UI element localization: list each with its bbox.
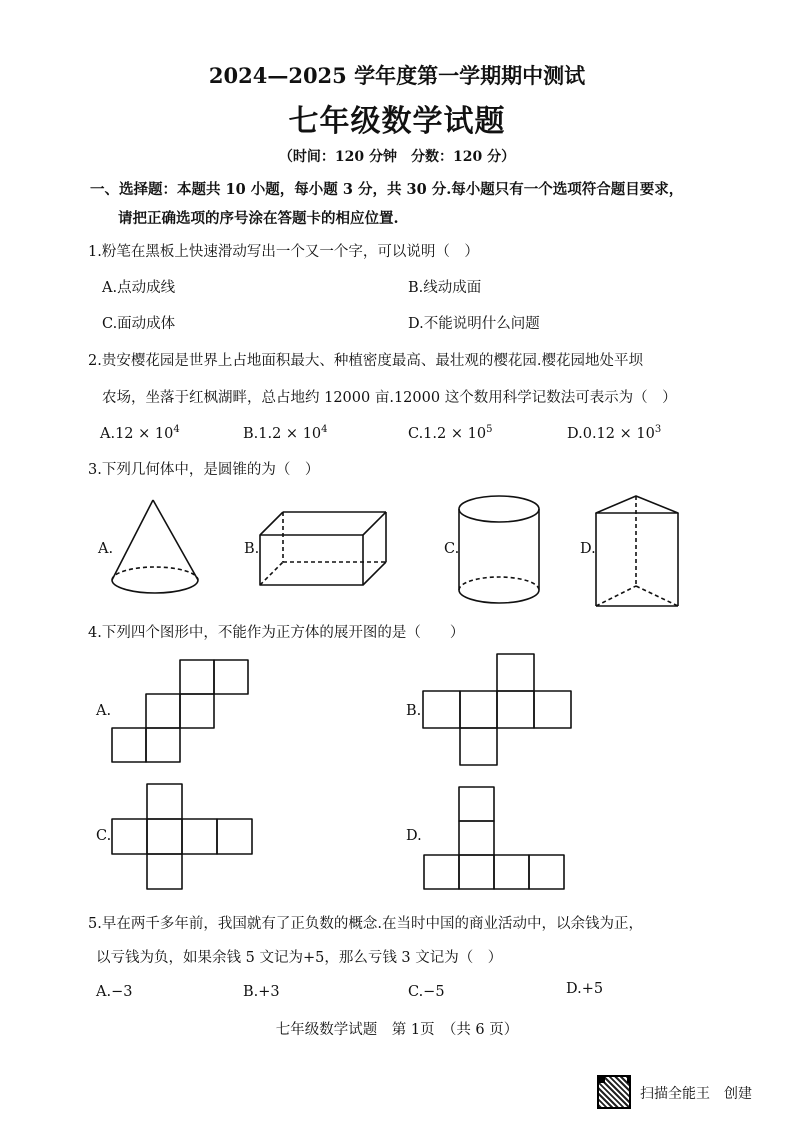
prism-figure — [596, 496, 678, 606]
q4-label-a: A. — [96, 703, 112, 719]
q3-stem: 3.下列几何体中，是圆锥的为（ ） — [88, 462, 320, 478]
q1-option-c: C.面动成体 — [102, 316, 176, 332]
net-c-figure — [112, 784, 252, 889]
q2-option-d: $D.0.12 \times 10^3$ — [567, 424, 662, 442]
q3-label-a: A. — [98, 541, 114, 557]
q3-label-d: D. — [580, 541, 596, 557]
cone-figure — [112, 500, 198, 593]
q3-label-b: B. — [244, 541, 260, 557]
q3-label-c: C. — [444, 541, 460, 557]
q4-label-d: D. — [406, 828, 422, 844]
q4-stem: 4.下列四个图形中，不能作为正方体的展开图的是（ ） — [88, 625, 465, 641]
section1-instruction-line1: 一、选择题：本题共 10 小题，每小题 3 分，共 30 分.每小题只有一个选项符合题目要求， — [90, 181, 684, 198]
section1-instruction-line2: 请把正确选项的序号涂在答题卡的相应位置. — [118, 210, 399, 227]
subject-title: 七年级数学试题 — [288, 104, 506, 139]
exam-meta: （时间：120 分钟 分数：120 分） — [278, 149, 516, 165]
q4-label-c: C. — [96, 828, 112, 844]
q1-stem: 1.粉笔在黑板上快速滑动写出一个又一个字，可以说明（ ） — [88, 244, 479, 260]
q5-option-c: C.−5 — [408, 984, 445, 1000]
q4-label-b: B. — [406, 703, 422, 719]
q2-stem-line2: 农场，坐落于红枫湖畔，总占地约 12000 亩.12000 这个数用科学记数法可表示为（ ） — [102, 390, 677, 406]
exam-title: 2024—2025 学年度第一学期期中测试 — [208, 63, 586, 88]
page-footer: 七年级数学试题 第 1页 （共 6 页） — [275, 1022, 519, 1038]
cylinder-figure — [459, 496, 539, 603]
q5-option-a: A.−3 — [96, 984, 133, 1000]
q1-option-a: A.点动成线 — [102, 280, 176, 296]
q2-option-c: $C.1.2 \times 10^5$ — [408, 424, 493, 442]
q5-stem-line1: 5.早在两千多年前，我国就有了正负数的概念.在当时中国的商业活动中，以余钱为正， — [88, 916, 643, 932]
net-a-figure — [112, 660, 248, 762]
cuboid-figure — [260, 512, 386, 585]
q1-option-d: D.不能说明什么问题 — [408, 316, 540, 332]
q2-stem-line1: 2.贵安樱花园是世界上占地面积最大、种植密度最高、最壮观的樱花园.樱花园地处平坝 — [88, 353, 643, 369]
q2-option-b: $B.1.2 \times 10^4$ — [243, 424, 328, 442]
q2-option-a: $A.12 \times 10^4$ — [100, 424, 180, 442]
net-d-figure — [424, 787, 564, 889]
q5-option-d: D.+5 — [566, 981, 604, 997]
net-b-figure — [423, 654, 571, 765]
q5-stem-line2: 以亏钱为负，如果余钱 5 文记为+5，那么亏钱 3 文记为（ ） — [96, 950, 503, 966]
q1-option-b: B.线动成面 — [408, 280, 482, 296]
scanner-brand-label: 扫描全能王 创建 — [640, 1086, 752, 1102]
q5-option-b: B.+3 — [243, 984, 280, 1000]
